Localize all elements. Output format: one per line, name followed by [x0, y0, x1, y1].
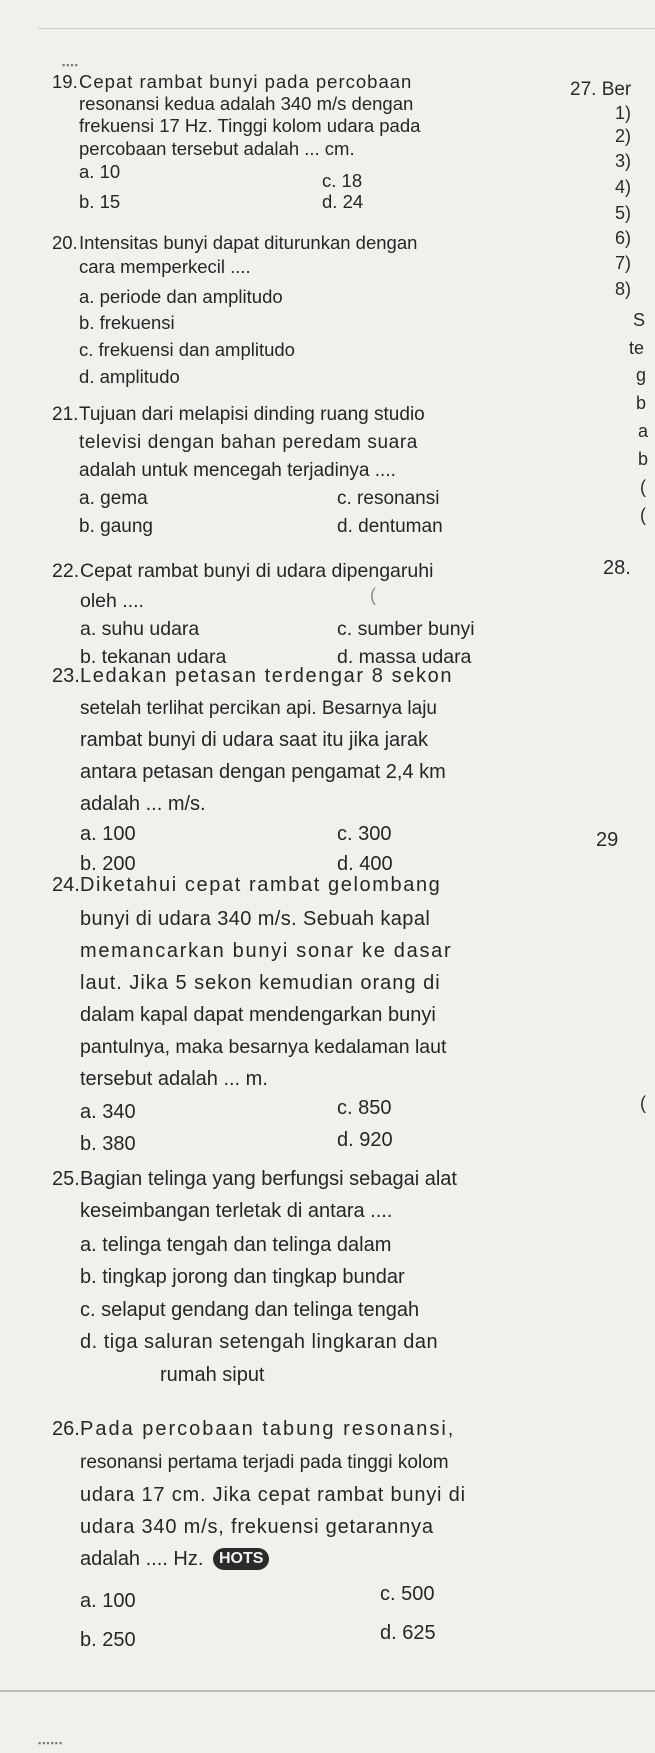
- text-fragment: te: [629, 338, 645, 358]
- question-text: pantulnya, maka besarnya kedalaman laut: [80, 1036, 447, 1058]
- question-text-last: [80, 1544, 269, 1574]
- option-d[interactable]: d. 920: [337, 1129, 393, 1151]
- question-text: keseimbangan terletak di antara ....: [80, 1200, 393, 1222]
- question-text: Pada percobaan tabung resonansi,: [80, 1418, 456, 1440]
- option-d[interactable]: d. 24: [322, 191, 364, 212]
- top-divider: [38, 28, 655, 29]
- question-text: Cepat rambat bunyi di udara dipengaruhi: [80, 560, 434, 582]
- text-fragment: a: [638, 421, 649, 441]
- list-item: 3): [615, 151, 632, 171]
- question-text: Cepat rambat bunyi pada percobaan: [79, 71, 413, 92]
- question-text: udara 340 m/s, frekuensi getarannya: [80, 1516, 434, 1538]
- question-27-fragment: 27. Ber: [570, 79, 632, 100]
- question-number: 20.: [52, 232, 78, 253]
- question-text: adalah ... m/s.: [80, 793, 206, 815]
- list-item: 5): [615, 203, 632, 223]
- list-item: 7): [615, 253, 632, 273]
- question-text: adalah .... Hz.: [80, 1548, 204, 1570]
- question-number: 23.: [52, 665, 80, 687]
- option-a[interactable]: a. suhu udara: [80, 618, 200, 640]
- option-c[interactable]: c. 300: [337, 823, 392, 845]
- question-text: resonansi pertama terjadi pada tinggi kolom: [80, 1452, 449, 1473]
- question-21: [52, 402, 572, 552]
- option-a[interactable]: a. gema: [79, 488, 148, 509]
- option-a[interactable]: a. 100: [80, 823, 136, 845]
- option-a[interactable]: a. 340: [80, 1101, 136, 1123]
- list-item: 4): [615, 177, 632, 197]
- list-item: 1): [615, 103, 632, 123]
- question-25: [52, 1164, 612, 1424]
- question-text: dalam kapal dapat mendengarkan bunyi: [80, 1004, 436, 1026]
- option-a[interactable]: a. 100: [80, 1590, 136, 1612]
- question-text: bunyi di udara 340 m/s. Sebuah kapal: [80, 908, 431, 930]
- text-fragment: (: [370, 585, 376, 605]
- text-fragment: (: [640, 477, 646, 497]
- question-number: 25.: [52, 1168, 80, 1190]
- option-d[interactable]: d. 400: [337, 853, 393, 875]
- text-fragment: S: [633, 310, 646, 330]
- question-text: udara 17 cm. Jika cepat rambat bunyi di: [80, 1484, 466, 1506]
- list-item: 6): [615, 228, 632, 248]
- text-fragment: g: [636, 365, 647, 385]
- question-text: rambat bunyi di udara saat itu jika jarak: [80, 729, 428, 751]
- question-text: percobaan tersebut adalah ... cm.: [79, 138, 355, 159]
- question-26: [52, 1414, 632, 1664]
- option-c[interactable]: c. selaput gendang dan telinga tengah: [80, 1299, 420, 1321]
- option-b[interactable]: b. tingkap jorong dan tingkap bundar: [80, 1266, 405, 1288]
- option-d[interactable]: d. dentuman: [337, 516, 443, 537]
- question-20: [52, 231, 572, 387]
- text-fragment: (: [640, 505, 646, 525]
- option-c[interactable]: c. 500: [380, 1583, 435, 1605]
- option-c[interactable]: c. 18: [322, 170, 363, 191]
- text-fragment: b: [636, 393, 647, 413]
- list-item: 8): [615, 279, 632, 299]
- question-text: Ledakan petasan terdengar 8 sekon: [80, 665, 454, 687]
- option-c[interactable]: c. sumber bunyi: [337, 618, 475, 640]
- hots-badge: HOTS: [213, 1548, 269, 1570]
- option-a[interactable]: a. periode dan amplitudo: [79, 286, 283, 307]
- question-number: 21.: [52, 404, 79, 425]
- page-marker: ▪▪▪▪: [62, 60, 79, 70]
- question-text: Diketahui cepat rambat gelombang: [80, 874, 442, 896]
- question-29-fragment: 29: [596, 829, 619, 851]
- option-a[interactable]: a. 10: [79, 161, 121, 182]
- option-b[interactable]: b. gaung: [79, 516, 153, 537]
- question-text: televisi dengan bahan peredam suara: [79, 432, 418, 453]
- question-text: frekuensi 17 Hz. Tinggi kolom udara pada: [79, 115, 421, 136]
- question-number: 24.: [52, 874, 80, 896]
- option-b[interactable]: b. 250: [80, 1629, 136, 1651]
- text-fragment: b: [638, 449, 649, 469]
- question-text: resonansi kedua adalah 340 m/s dengan: [79, 93, 414, 114]
- question-19: [52, 70, 572, 220]
- list-item: 2): [615, 126, 632, 146]
- option-d[interactable]: d. massa udara: [337, 646, 472, 668]
- question-text: laut. Jika 5 sekon kemudian orang di: [80, 972, 441, 994]
- option-b[interactable]: b. 15: [79, 191, 121, 212]
- bottom-divider: [0, 1690, 655, 1692]
- question-number: 22.: [52, 560, 80, 582]
- question-text: Intensitas bunyi dapat diturunkan dengan: [79, 232, 418, 253]
- option-c[interactable]: c. frekuensi dan amplitudo: [79, 339, 295, 360]
- option-d[interactable]: d. amplitudo: [79, 366, 180, 387]
- question-number: 19.: [52, 71, 78, 92]
- option-d[interactable]: d. tiga saluran setengah lingkaran dan: [80, 1331, 439, 1353]
- option-d[interactable]: d. 625: [380, 1622, 436, 1644]
- question-24: [52, 870, 612, 1160]
- question-text: oleh ....: [80, 590, 144, 612]
- option-a[interactable]: a. telinga tengah dan telinga dalam: [80, 1234, 392, 1256]
- question-text: cara memperkecil ....: [79, 256, 251, 277]
- question-23: [52, 661, 612, 875]
- option-c[interactable]: c. resonansi: [337, 488, 440, 509]
- question-text: adalah untuk mencegah terjadinya ....: [79, 460, 396, 481]
- option-b[interactable]: b. 380: [80, 1133, 136, 1155]
- question-text: Bagian telinga yang berfungsi sebagai alat: [80, 1168, 457, 1190]
- option-c[interactable]: c. 850: [337, 1097, 392, 1119]
- text-fragment: (: [640, 1093, 646, 1113]
- question-text: tersebut adalah ... m.: [80, 1068, 268, 1090]
- question-text: memancarkan bunyi sonar ke dasar: [80, 940, 453, 962]
- option-b[interactable]: b. 200: [80, 853, 136, 875]
- question-text: setelah terlihat percikan api. Besarnya laju: [80, 698, 437, 719]
- page-marker: ▪▪▪▪▪▪: [38, 1738, 64, 1748]
- question-22: [52, 557, 572, 668]
- option-b[interactable]: b. tekanan udara: [80, 646, 227, 668]
- question-number: 26.: [52, 1418, 80, 1440]
- question-28-fragment: 28.: [603, 557, 631, 579]
- option-b[interactable]: b. frekuensi: [79, 312, 175, 333]
- question-text: Tujuan dari melapisi dinding ruang studio: [79, 404, 425, 425]
- question-text: antara petasan dengan pengamat 2,4 km: [80, 761, 446, 783]
- option-d-continuation: rumah siput: [160, 1364, 265, 1386]
